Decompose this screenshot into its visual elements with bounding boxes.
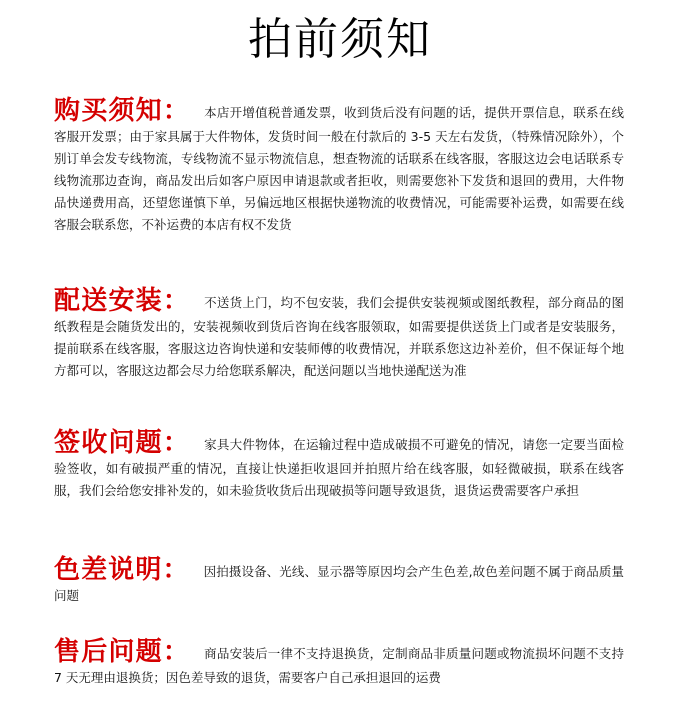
section-heading: 配送安装： <box>54 286 191 316</box>
section-delivery-installation <box>54 286 624 382</box>
section-body: 因拍摄设备、光线、显示器等原因均会产生色差,故色差问题不属于商品质量问题 <box>54 564 624 603</box>
section-heading: 购买须知： <box>54 96 191 126</box>
section-heading: 色差说明： <box>54 555 190 585</box>
section-after-sales <box>54 637 624 689</box>
section-body: 不送货上门，均不包安装，我们会提供安装视频或图纸教程，部分商品的图纸教程是会随货发出的，安装视频收到货后咨询在线客服领取，如需要提供送货上门或者是安装服务，提前联系在线客服，客服这边咨询快递和安装师傅的收费情况，并联系您这边补差价，但不保证每个地方都可以，客服这边都会尽力给您联系解决，配送问题以当地快递配送为准 <box>54 295 624 378</box>
page-title: 拍前须知 <box>248 14 432 65</box>
section-purchase-notice <box>54 96 624 236</box>
section-heading: 签收问题： <box>54 428 191 458</box>
section-body: 家具大件物体，在运输过程中造成破损不可避免的情况，请您一定要当面检验签收，如有破损严重的情况，直接让快递拒收退回并拍照片给在线客服，如轻微破损，联系在线客服，我们会给您安排补发的，如未验货收货后出现破损等问题导致退货，退货运费需要客户承担 <box>54 437 624 498</box>
section-sign-off-issues <box>54 428 624 502</box>
section-body: 商品安装后一律不支持退换货，定制商品非质量问题或物流损坏问题不支持 7 天无理由退换货；因色差导致的退货，需要客户自己承担退回的运费 <box>54 646 624 685</box>
section-heading: 售后问题： <box>54 637 191 667</box>
section-body: 本店开增值税普通发票，收到货后没有问题的话，提供开票信息，联系在线客服开发票；由于家具属于大件物体，发货时间一般在付款后的 3-5 天左右发货，（特殊情况除外），个别订单会发专线物流，专线物流不显示物流信息，想查物流的话联系在线客服，客服这边会电话联系专线物流那边查询，商品发出后如客户原因申请退款或者拒收，则需要您补下发货和退回的费用，大件物品快递费用高，还望您谨慎下单，另偏远地区根据快递物流的收费情况，可能需要补运费，如需要在线客服会联系您，不补运费的本店有权不发货 <box>54 105 624 232</box>
section-color-difference <box>54 555 624 607</box>
